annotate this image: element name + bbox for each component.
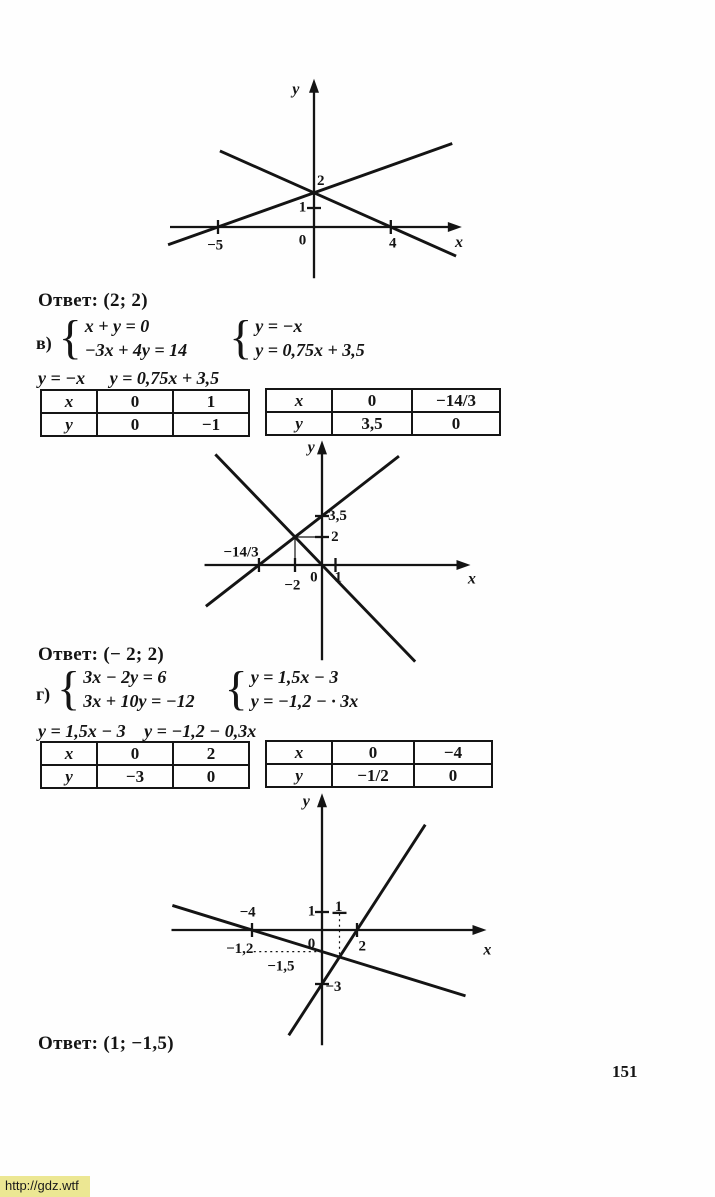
brace-icon: { [57,661,81,715]
y-axis-arrow-icon [309,79,319,93]
table-cell: 0 [173,765,249,788]
system-equations [255,316,365,361]
value-table-g-left [40,741,250,789]
graph-bottom [162,788,504,1054]
graph-label: x [467,570,476,588]
table-cell: y [266,764,332,787]
graph-label: −5 [207,237,224,254]
table-cell: 0 [97,390,173,413]
table-cell: −1/2 [332,764,414,787]
equation: y = 1,5x − 3 [250,667,339,687]
system-equations [83,667,194,712]
graph-label: 0 [298,232,307,249]
table-cell: 0 [414,764,492,787]
table-row [266,764,492,787]
plotted-line [220,151,456,256]
x-axis-arrow-icon [448,222,462,232]
table-cell: 0 [332,389,412,412]
equation: y = 1,5x − 3 [38,721,126,741]
plotted-line [168,144,452,245]
graph-label: 0 [310,569,318,586]
table-cell: x [266,389,332,412]
graph-label: −1,2 [226,941,254,958]
graph-label: −4 [239,904,256,921]
table-cell: −14/3 [412,389,500,412]
graph-label: 1 [334,898,343,915]
equation: y = −x [38,368,86,388]
watermark-url: http://gdz.wtf [0,1176,90,1197]
table-cell: y [266,412,332,435]
graph-top [164,70,486,285]
page-number: 151 [612,1062,638,1081]
graph-label: 0 [307,935,316,952]
answer-middle: Ответ: (− 2; 2) [38,644,165,665]
table-cell: x [266,741,332,764]
table-cell: 0 [97,413,173,436]
equation: −3x + 4y = 14 [84,340,188,360]
graph-label: y [307,438,315,456]
x-axis-arrow-icon [457,560,471,570]
answer-top: Ответ: (2; 2) [38,290,148,311]
graph-label: 1 [307,903,316,920]
problem-v [36,310,365,364]
graph-label: −1,5 [267,958,295,975]
equation: y = 0,75x + 3,5 [109,368,220,388]
graph-label: −14/3 [223,544,259,561]
graph-label: 1 [298,199,307,216]
y-axis-arrow-icon [317,793,327,807]
brace-icon: { [229,310,253,364]
brace-icon: { [58,310,82,364]
equation-heading-v [38,368,219,389]
problem-g [36,661,359,715]
graph-middle [170,432,500,664]
table-cell: x [41,390,97,413]
table-cell: y [41,413,97,436]
equation: 3x + 10y = −12 [83,691,195,711]
equation: y = −1,2 − · 3x [250,691,359,711]
graph-label: 2 [358,938,366,955]
table-cell: 0 [97,742,173,765]
plotted-line [172,905,465,995]
table-cell: −3 [97,765,173,788]
graph-label: x [454,233,463,251]
table-row [41,742,249,765]
graph-label: −2 [284,577,301,594]
system-equations [251,667,359,712]
equation: 3x − 2y = 6 [83,667,167,687]
table-cell: 0 [412,412,500,435]
answer-bottom: Ответ: (1; −1,5) [38,1033,174,1054]
system-equations [85,316,187,361]
equation: y = −x [255,316,303,336]
table-row [266,741,492,764]
table-cell: 2 [173,742,249,765]
equation: x + y = 0 [84,316,150,336]
value-table-g-right [265,740,493,788]
table-row [266,389,500,412]
graph-label: 1 [334,569,342,586]
brace-icon: { [224,661,248,715]
table-cell: x [41,742,97,765]
graph-label: 3,5 [328,508,347,525]
equation: y = −1,2 − 0,3x [144,721,257,741]
equation: y = 0,75x + 3,5 [255,340,365,360]
value-table-v-right [265,388,501,436]
equation-heading-g [38,721,256,742]
graph-label: 2 [331,529,339,546]
table-cell: −1 [173,413,249,436]
graph-label: y [302,792,310,810]
table-cell: y [41,765,97,788]
table-cell: −4 [414,741,492,764]
graph-label: x [483,941,492,959]
graph-label: −3 [325,979,342,996]
table-cell: 3,5 [332,412,412,435]
problem-v-label: в) [36,333,52,353]
graph-label: 4 [388,235,397,252]
y-axis-arrow-icon [317,440,327,454]
table-cell: 0 [332,741,414,764]
x-axis-arrow-icon [473,925,487,935]
problem-g-label: г) [36,684,51,704]
graph-label: y [292,80,300,98]
value-table-v-left [40,389,250,437]
graph-label: 2 [316,172,325,189]
plotted-line [206,456,399,606]
table-row [41,390,249,413]
table-row [41,765,249,788]
table-cell: 1 [173,390,249,413]
